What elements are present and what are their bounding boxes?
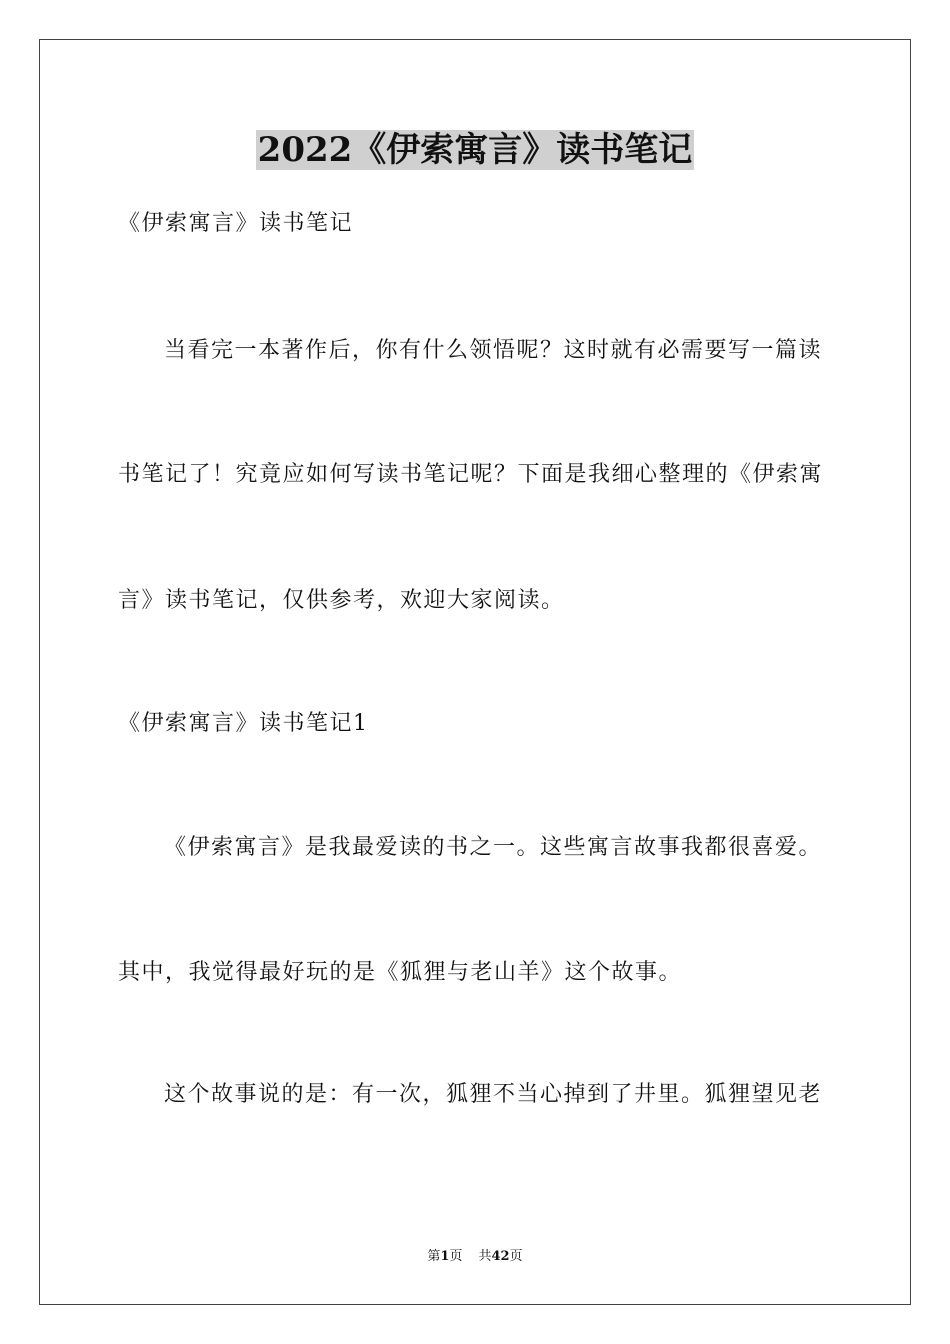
- footer-total-suffix: 页: [509, 1249, 523, 1264]
- footer-page-prefix: 第: [427, 1249, 441, 1264]
- paragraph-line: 这个故事说的是：有一次，狐狸不当心掉到了井里。狐狸望见老: [164, 1082, 823, 1107]
- section-heading: 《伊索寓言》读书笔记1: [118, 711, 369, 736]
- document-title: [0, 128, 950, 172]
- paragraph-line: 言》读书笔记，仅供参考，欢迎大家阅读。: [118, 588, 565, 613]
- paragraph-line: 当看完一本著作后，你有什么领悟呢？这时就有必需要写一篇读: [164, 338, 823, 363]
- footer-page-suffix: 页: [449, 1249, 463, 1264]
- footer-total-pages: 42: [491, 1249, 510, 1264]
- subtitle-line: 《伊索寓言》读书笔记: [118, 211, 354, 236]
- document-title-text: 2022《伊索寓言》读书笔记: [257, 130, 693, 170]
- footer-total-prefix: 共: [478, 1249, 492, 1264]
- footer-page-number: 1: [440, 1249, 450, 1264]
- paragraph-line: 书笔记了！究竟应如何写读书笔记呢？下面是我细心整理的《伊索寓: [118, 462, 824, 487]
- paragraph-line: 《伊索寓言》是我最爱读的书之一。这些寓言故事我都很喜爱。: [164, 835, 823, 860]
- paragraph-line: 其中，我觉得最好玩的是《狐狸与老山羊》这个故事。: [118, 960, 683, 985]
- page-footer: [0, 1248, 950, 1266]
